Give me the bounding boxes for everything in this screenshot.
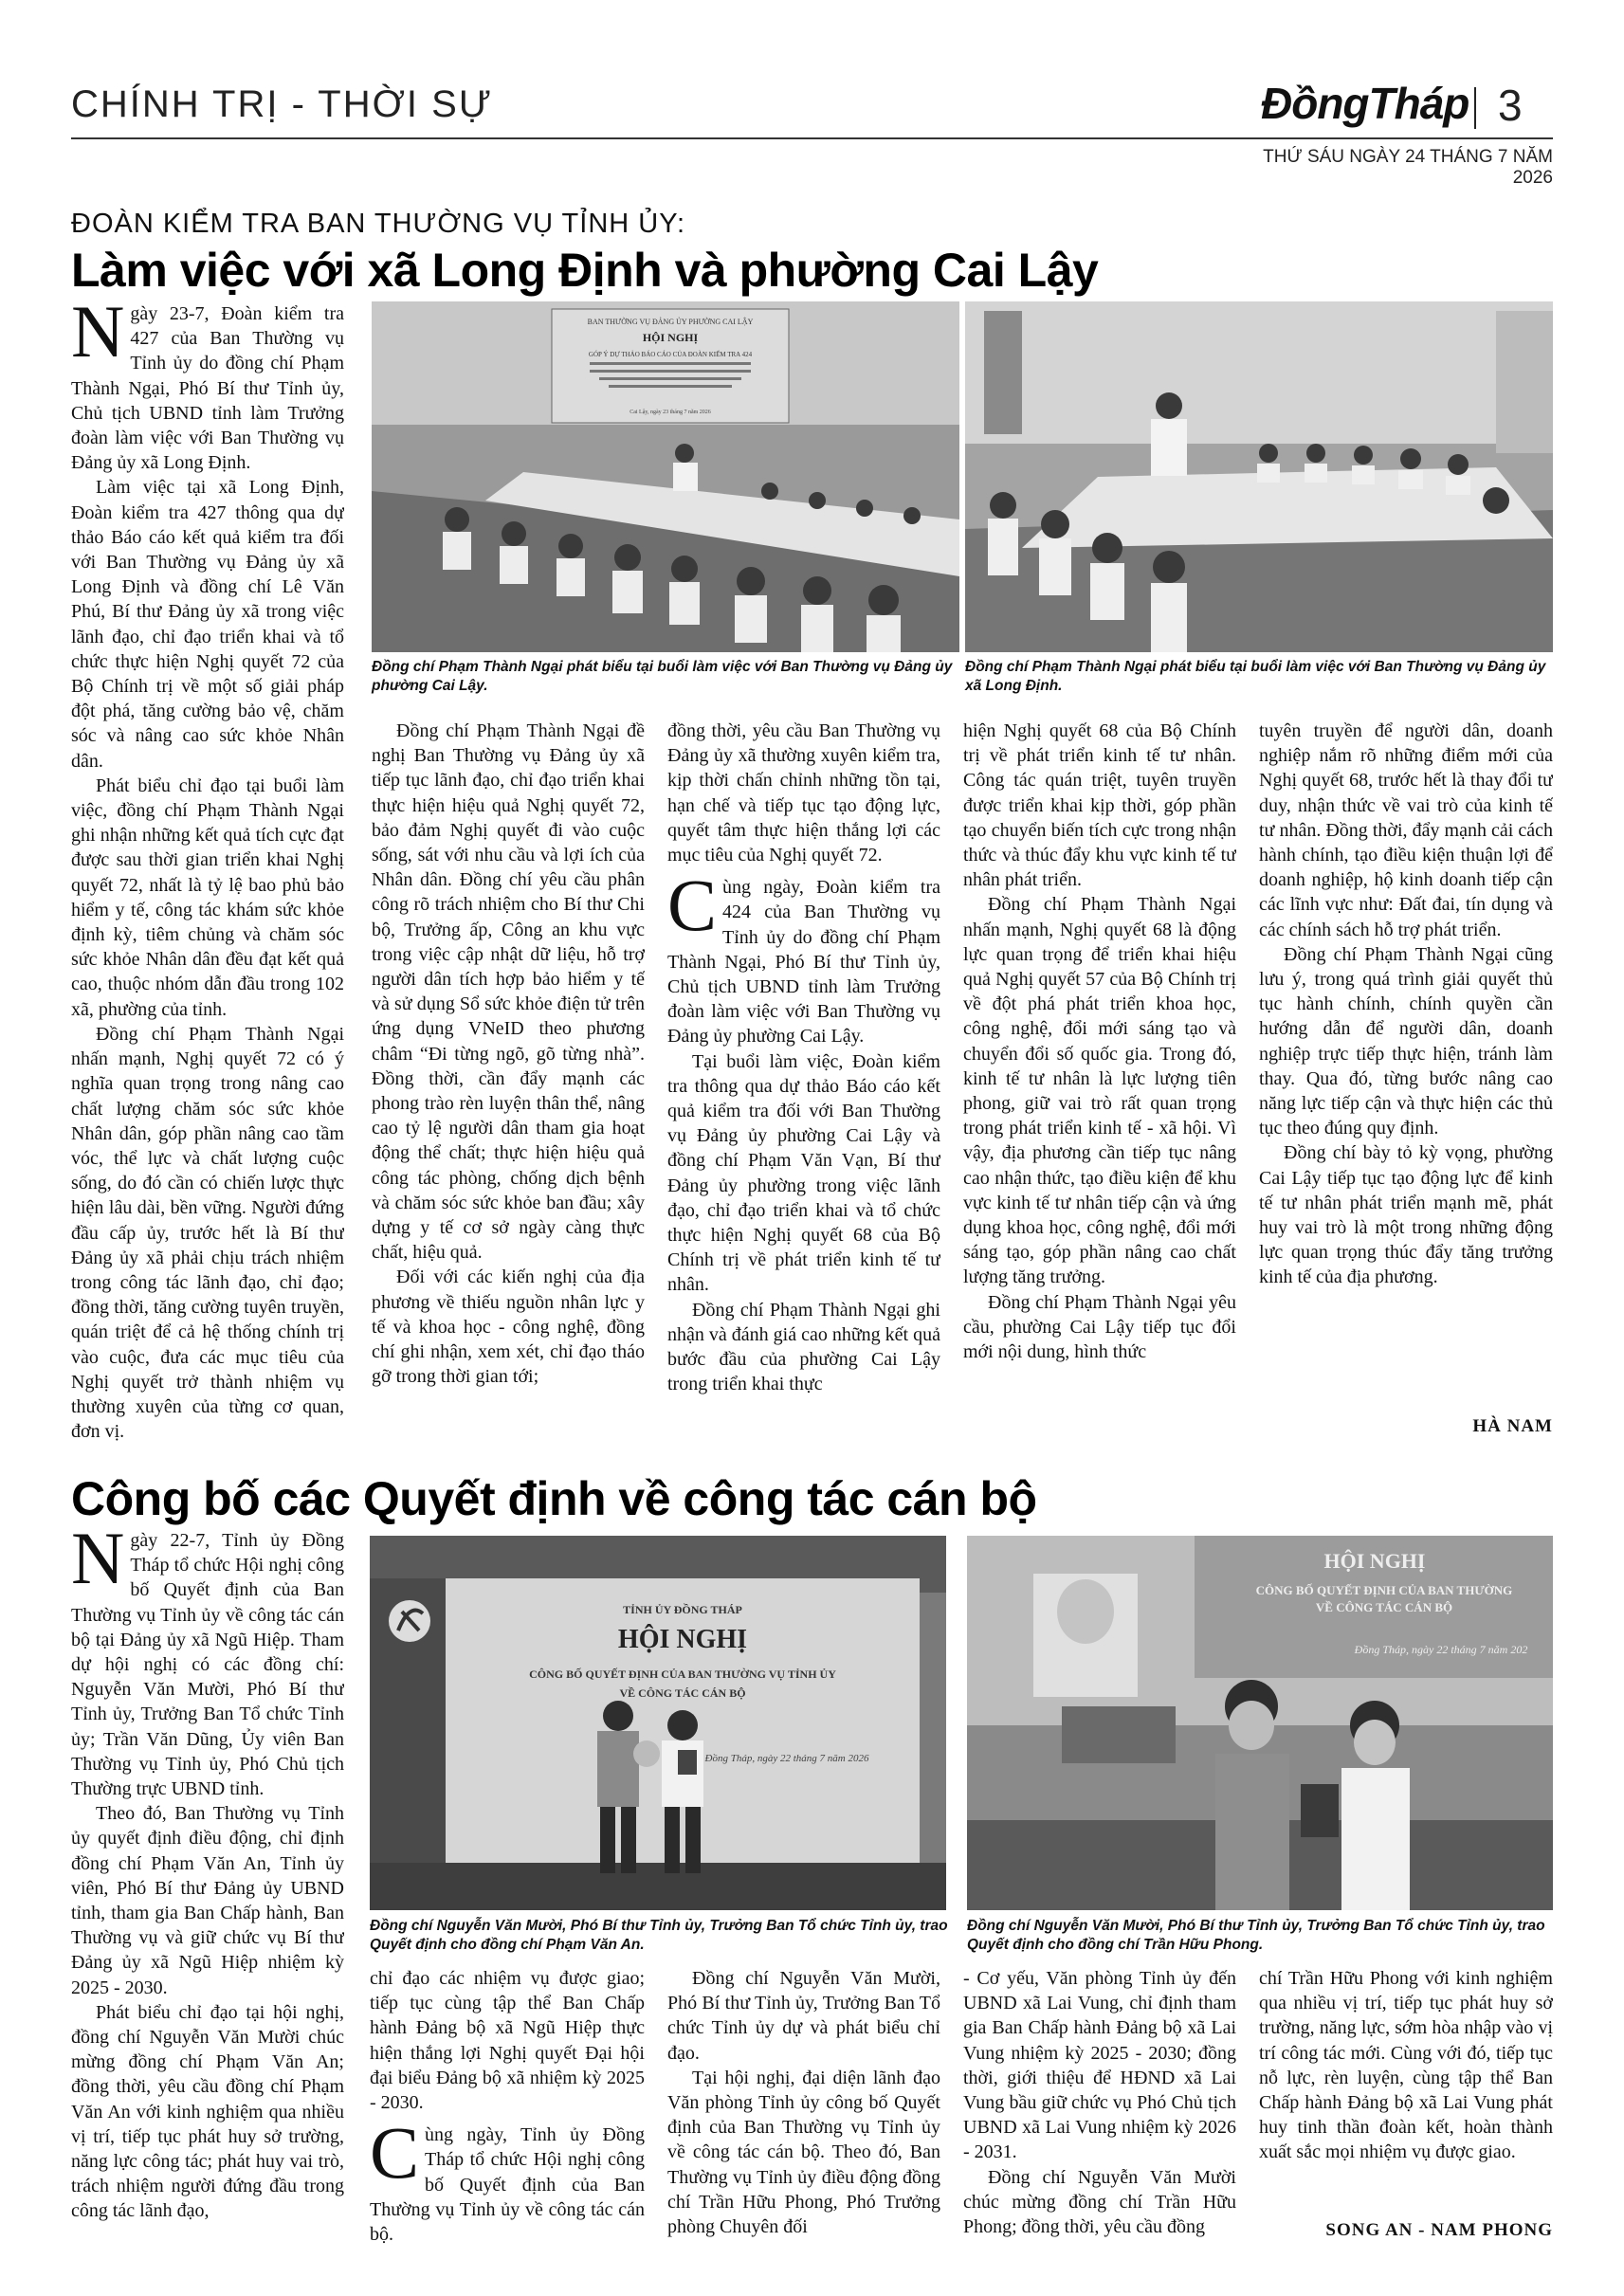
dropcap: N — [71, 1528, 125, 1599]
article1-column-4 — [963, 719, 1236, 1458]
paragraph: gày 22-7, Tỉnh ủy Đồng Tháp tổ chức Hội nghị công bố Quyết định của Ban Thường vụ Tỉnh ủy về công tác cán bộ tại Đảng ủy xã Ngũ Hiệp. Tham dự hội nghị có các đồng chí: Nguyễn Văn Mười, Phó Bí thư Tỉnh ủy, Trưởng Ban Tổ chức Tỉnh ủy; Trần Văn Dũng, Ủy viên Ban Thường vụ Tỉnh ủy, Phó Chủ tịch Thường trực UBND tỉnh. — [71, 1530, 344, 1800]
paragraph: tuyên truyền để người dân, doanh nghiệp nắm rõ những điểm mới của Nghị quyết 68, trước hết là thay đổi tư duy, nhận thức về vai trò của kinh tế tư nhân. Đồng thời, đẩy mạnh cải cách hành chính, tạo điều kiện thuận lợi để doanh nghiệp, hộ kinh doanh tiếp cận các lĩnh vực như: Đất đai, tín dụng và các chính sách hỗ trợ phát triển. — [1259, 720, 1553, 940]
banner-text: CÔNG BỐ QUYẾT ĐỊNH CỦA BAN THƯỜNG VỤ TỈNH ỦY — [529, 1667, 836, 1681]
photo-ceremony-ngu-hiep — [370, 1536, 946, 1910]
photo-meeting-long-dinh-image — [965, 301, 1553, 652]
banner-text: HỘI NGHỊ — [642, 331, 699, 344]
header-rule — [71, 137, 1553, 139]
banner-text: Đồng Tháp, ngày 22 tháng 7 năm 202 — [1354, 1643, 1528, 1656]
paragraph: Làm việc tại xã Long Định, Đoàn kiểm tra 427 thông qua dự thảo Báo cáo kết quả kiểm tra đối với Ban Thường vụ Đảng ủy xã Long Định và đồng chí Lê Văn Phú, Bí thư Đảng ủy xã trong việc lãnh đạo, chỉ đạo triển khai và tổ chức thực hiện Nghị quyết 72 của Bộ Chính trị về một số giải pháp đột phá, tăng cường bảo vệ, chăm sóc và nâng cao sức khỏe Nhân dân. — [71, 477, 344, 772]
paragraph: đồng thời, yêu cầu Ban Thường vụ Đảng ủy xã thường xuyên kiểm tra, kịp thời chấn chỉnh những tồn tại, hạn chế và tiếp tục tạo động lực, quyết tâm thực hiện thắng lợi các mục tiêu của Nghị quyết 72. — [667, 720, 940, 866]
article2-headline: Công bố các Quyết định về công tác cán bộ — [71, 1472, 1037, 1525]
dropcap: N — [71, 301, 125, 373]
banner-text: HỘI NGHỊ — [1323, 1549, 1426, 1573]
paragraph: Tại hội nghị, đại diện lãnh đạo Văn phòng Tỉnh ủy công bố Quyết định của Ban Thường vụ Tỉnh ủy về công tác cán bộ. Theo đó, Ban Thường vụ Tỉnh ủy điều động đồng chí Trần Hữu Phong, Phó Trưởng phòng Chuyên đối — [667, 2067, 940, 2238]
section-title: CHÍNH TRỊ - THỜI SỰ — [71, 83, 493, 125]
paragraph: Đồng chí Nguyễn Văn Mười, Phó Bí thư Tỉnh ủy, Trưởng Ban Tổ chức Tỉnh ủy dự và phát biểu chỉ đạo. — [667, 1968, 940, 2064]
banner-text: BAN THƯỜNG VỤ ĐẢNG ỦY PHƯỜNG CAI LẬY — [587, 318, 754, 326]
paragraph: Đồng chí bày tỏ kỳ vọng, phường Cai Lậy tiếp tục tạo động lực để kinh tế tư nhân phát triển mạnh mẽ, phát huy vai trò là một trong những động lực quan trọng thúc đẩy tăng trưởng kinh tế của địa phương. — [1259, 1142, 1553, 1288]
photo-meeting-cai-lay — [372, 301, 959, 652]
banner-text: HỘI NGHỊ — [617, 1625, 748, 1654]
paragraph: chí Trần Hữu Phong với kinh nghiệm qua nhiều vị trí, tiếp tục phát huy sở trường, năng lực, sớm hòa nhập vào vị trí công tác mới. Cùng với đó, tiếp tục nỗ lực, rèn luyện, cùng tập thể Ban Chấp hành Đảng bộ xã Lai Vung phát huy tinh thần đoàn kết, hoàn thành xuất sắc mọi nhiệm vụ được giao. — [1259, 1968, 1553, 2163]
article1-headline: Làm việc với xã Long Định và phường Cai Lậy — [71, 244, 1099, 297]
article2-column-4 — [963, 1966, 1236, 2250]
paragraph: ùng ngày, Tỉnh ủy Đồng Tháp tổ chức Hội nghị công bố Quyết định của Ban Thường vụ Tỉnh ủy về công tác cán bộ. — [370, 2124, 645, 2246]
paragraph: Đối với các kiến nghị của địa phương về thiếu nguồn nhân lực y tế và khoa học - công nghệ, đồng chí ghi nhận, xem xét, chỉ đạo tháo gỡ trong thời gian tới; — [372, 1266, 645, 1388]
photo-meeting-cai-lay-image — [372, 301, 959, 652]
dropcap: C — [370, 2111, 420, 2195]
header-separator — [1474, 87, 1476, 129]
paragraph: Đồng chí Phạm Thành Ngại nhấn mạnh, Nghị quyết 72 có ý nghĩa quan trọng trong nâng cao chất lượng chăm sóc sức khỏe Nhân dân, góp phần nâng cao tầm vóc, thể lực và chất lượng cuộc sống, do đó cần có chiến lược thực hiện lâu dài, bền vững. Người đứng đầu cấp ủy, trước hết là Bí thư Đảng ủy xã phải chịu trách nhiệm trong công tác lãnh đạo, chỉ đạo; đồng thời, tăng cường tuyên truyền, quán triệt để cả hệ thống chính trị vào cuộc, đưa các mục tiêu của Nghị quyết trở thành nhiệm vụ thường xuyên của từng cơ quan, đơn vị. — [71, 1023, 344, 1443]
photo-ceremony-lai-vung-image — [967, 1536, 1553, 1910]
brand-logo: ĐồngTháp — [1261, 79, 1469, 128]
paragraph: chỉ đạo các nhiệm vụ được giao; tiếp tục cùng tập thể Ban Chấp hành Đảng bộ xã Ngũ Hiệp thực hiện thắng lợi Nghị quyết Đại hội đại biểu Đảng bộ xã nhiệm kỳ 2025 - 2030. — [370, 1968, 645, 2114]
photo-caption: Đồng chí Phạm Thành Ngại phát biểu tại buổi làm việc với Ban Thường vụ Đảng ủy phường Cai Lậy. — [372, 659, 953, 694]
article1-column-2 — [372, 719, 645, 1458]
issue-date: THỨ SÁU NGÀY 24 THÁNG 7 NĂM 2026 — [1263, 147, 1553, 188]
photo-ceremony-lai-vung — [967, 1536, 1553, 1910]
paragraph: Phát biểu chỉ đạo tại buổi làm việc, đồng chí Phạm Thành Ngại ghi nhận những kết quả tích cực đạt được sau thời gian triển khai Nghị quyết 72, nhất là tỷ lệ bao phủ bảo hiểm y tế, công tác khám sức khỏe định kỳ, tiêm chủng và chăm sóc sức khỏe Nhân dân đều đạt kết quả cao, thuộc nhóm dẫn đầu trong 102 xã, phường của tỉnh. — [71, 774, 344, 1020]
paragraph: Theo đó, Ban Thường vụ Tỉnh ủy quyết định điều động, chỉ định đồng chí Phạm Văn An, Tỉnh ủy viên, Phó Bí thư Đảng ủy UBND tỉnh, tham gia Ban Chấp hành, Ban Thường vụ và giữ chức vụ Bí thư Đảng ủy xã Ngũ Hiệp nhiệm kỳ 2025 - 2030. — [71, 1803, 344, 1998]
banner-text: VỀ CÔNG TÁC CÁN BỘ — [1315, 1600, 1453, 1614]
article1-column-3 — [667, 719, 940, 1458]
article2-column-5 — [1259, 1966, 1553, 2214]
article1-kicker: ĐOÀN KIỂM TRA BAN THƯỜNG VỤ TỈNH ỦY: — [71, 209, 686, 239]
page-number: 3 — [1498, 81, 1523, 130]
paragraph: Đồng chí Phạm Thành Ngại yêu cầu, phường Cai Lậy tiếp tục đổi mới nội dung, hình thức — [963, 1291, 1236, 1363]
article1-column-1 — [71, 301, 344, 1458]
paragraph: Đồng chí Nguyễn Văn Mười chúc mừng đồng chí Trần Hữu Phong; đồng thời, yêu cầu đồng — [963, 2166, 1236, 2238]
banner-text: VỀ CÔNG TÁC CÁN BỘ — [619, 1686, 746, 1700]
article2-column-3 — [667, 1966, 940, 2250]
banner-text: CÔNG BỐ QUYẾT ĐỊNH CỦA BAN THƯỜNG — [1255, 1583, 1513, 1597]
paragraph: ùng ngày, Đoàn kiểm tra 424 của Ban Thường vụ Tỉnh ủy do đồng chí Phạm Thành Ngại, Phó Bí thư Tỉnh ủy, Chủ tịch UBND tỉnh làm Trưởng đoàn làm việc với Ban Thường vụ Đảng ủy phường Cai Lậy. — [667, 877, 940, 1048]
paragraph: Tại buổi làm việc, Đoàn kiểm tra thông qua dự thảo Báo cáo kết quả kiểm tra đối với Ban Thường vụ Đảng ủy phường Cai Lậy và đồng chí Phạm Văn Vạn, Bí thư Đảng ủy phường trong việc lãnh đạo, chỉ đạo triển khai và tổ chức thực hiện Nghị quyết 68 của Bộ Chính trị về phát triển kinh tế tư nhân. — [667, 1050, 940, 1296]
paragraph: Đồng chí Phạm Thành Ngại đề nghị Ban Thường vụ Đảng ủy xã tiếp tục lãnh đạo, chỉ đạo triển khai thực hiện hiệu quả Nghị quyết 72, bảo đảm Nghị quyết đi vào cuộc sống, sát với nhu cầu và lợi ích của Nhân dân. Đồng chí yêu cầu phân công rõ trách nhiệm cho Bí thư Chi bộ, Trưởng ấp, Công an khu vực trong việc cập nhật dữ liệu, hỗ trợ người dân tích hợp bảo hiểm y tế và sử dụng Sổ sức khỏe điện tử trên ứng dụng VNeID theo phương châm “Đi từng ngõ, gõ từng nhà”. Đồng thời, cần đẩy mạnh các phong trào rèn luyện thân thể, nâng cao tỷ lệ người dân tham gia hoạt động thể chất; thực hiện hiệu quả công tác phòng, chống dịch bệnh và chăm sóc sức khỏe ban đầu; xây dựng y tế cơ sở ngày càng thực chất, hiệu quả. — [372, 720, 645, 1264]
dropcap: C — [667, 864, 718, 947]
paragraph: hiện Nghị quyết 68 của Bộ Chính trị về phát triển kinh tế tư nhân. Công tác quán triệt, tuyên truyền được triển khai kịp thời, góp phần tạo chuyển biến tích cực trong nhận thức và thúc đẩy khu vực kinh tế tư nhân phát triển. — [963, 720, 1236, 891]
article2-column-2 — [370, 1966, 645, 2250]
banner-text: Đồng Tháp, ngày 22 tháng 7 năm 2026 — [704, 1753, 869, 1764]
photo-meeting-long-dinh — [965, 301, 1553, 652]
paragraph: gày 23-7, Đoàn kiểm tra 427 của Ban Thường vụ Tỉnh ủy do đồng chí Phạm Thành Ngại, Phó Bí thư Tỉnh ủy, Chủ tịch UBND tỉnh làm Trưởng đoàn làm việc với Ban Thường vụ Đảng ủy xã Long Định. — [71, 303, 344, 474]
banner-text: TỈNH ỦY ĐỒNG THÁP — [623, 1603, 742, 1616]
paragraph: - Cơ yếu, Văn phòng Tỉnh ủy đến UBND xã Lai Vung, chỉ định tham gia Ban Chấp hành Đảng bộ xã Lai Vung nhiệm kỳ 2025 - 2030; đồng thời, giới thiệu để HĐND xã Lai Vung bầu giữ chức vụ Phó Chủ tịch UBND xã Lai Vung nhiệm kỳ 2026 - 2031. — [963, 1968, 1236, 2163]
photo-ceremony-ngu-hiep-image — [370, 1536, 946, 1910]
paragraph: Đồng chí Phạm Thành Ngại cũng lưu ý, trong quá trình giải quyết thủ tục hành chính, chính quyền cần hướng dẫn để người dân, doanh nghiệp trực tiếp thực hiện, tránh làm thay. Qua đó, từng bước nâng cao năng lực tiếp cận và thực hiện các thủ tục theo đúng quy định. — [1259, 943, 1553, 1139]
article1-column-5 — [1259, 719, 1553, 1411]
paragraph: Đồng chí Phạm Thành Ngại nhấn mạnh, Nghị quyết 68 là động lực quan trọng để triển khai hiệu quả Nghị quyết 57 của Bộ Chính trị về đột phá phát triển khoa học, công nghệ, đổi mới sáng tạo và chuyển đổi số quốc gia. Trong đó, kinh tế tư nhân là lực lượng tiên phong, giữ vai trò rất quan trọng trong phát triển kinh tế - xã hội. Vì vậy, địa phương cần tiếp tục nâng cao nhận thức, tạo điều kiện để khu vực kinh tế tư nhân tiếp cận và ứng dụng khoa học, công nghệ, đổi mới sáng tạo, góp phần nâng cao chất lượng tăng trưởng. — [963, 894, 1236, 1288]
byline: HÀ NAM — [1472, 1416, 1553, 1436]
photo-caption: Đồng chí Nguyễn Văn Mười, Phó Bí thư Tỉnh ủy, Trưởng Ban Tổ chức Tỉnh ủy, trao Quyết định cho đồng chí Phạm Văn An. — [370, 1918, 948, 1953]
byline: SONG AN - NAM PHONG — [1325, 2220, 1553, 2240]
article2-column-1 — [71, 1528, 344, 2249]
paragraph: Phát biểu chỉ đạo tại hội nghị, đồng chí Nguyễn Văn Mười chúc mừng đồng chí Phạm Văn An; đồng thời, yêu cầu đồng chí Phạm Văn An với kinh nghiệm qua nhiều vị trí, tiếp tục phát huy sở trường, năng lực công tác; phát huy vai trò, trách nhiệm người đứng đầu trong công tác lãnh đạo, — [71, 2001, 344, 2222]
paragraph: Đồng chí Phạm Thành Ngại ghi nhận và đánh giá cao những kết quả bước đầu của phường Cai Lậy trong triển khai thực — [667, 1299, 940, 1395]
photo-caption: Đồng chí Phạm Thành Ngại phát biểu tại buổi làm việc với Ban Thường vụ Đảng ủy xã Long Định. — [965, 659, 1546, 694]
banner-text: GÓP Ý DỰ THẢO BÁO CÁO CỦA ĐOÀN KIỂM TRA 424 — [588, 351, 753, 358]
banner-text: Cai Lậy, ngày 23 tháng 7 năm 2026 — [630, 410, 711, 415]
photo-caption: Đồng chí Nguyễn Văn Mười, Phó Bí thư Tỉnh ủy, Trưởng Ban Tổ chức Tỉnh ủy, trao Quyết định cho đồng chí Trần Hữu Phong. — [967, 1918, 1545, 1953]
